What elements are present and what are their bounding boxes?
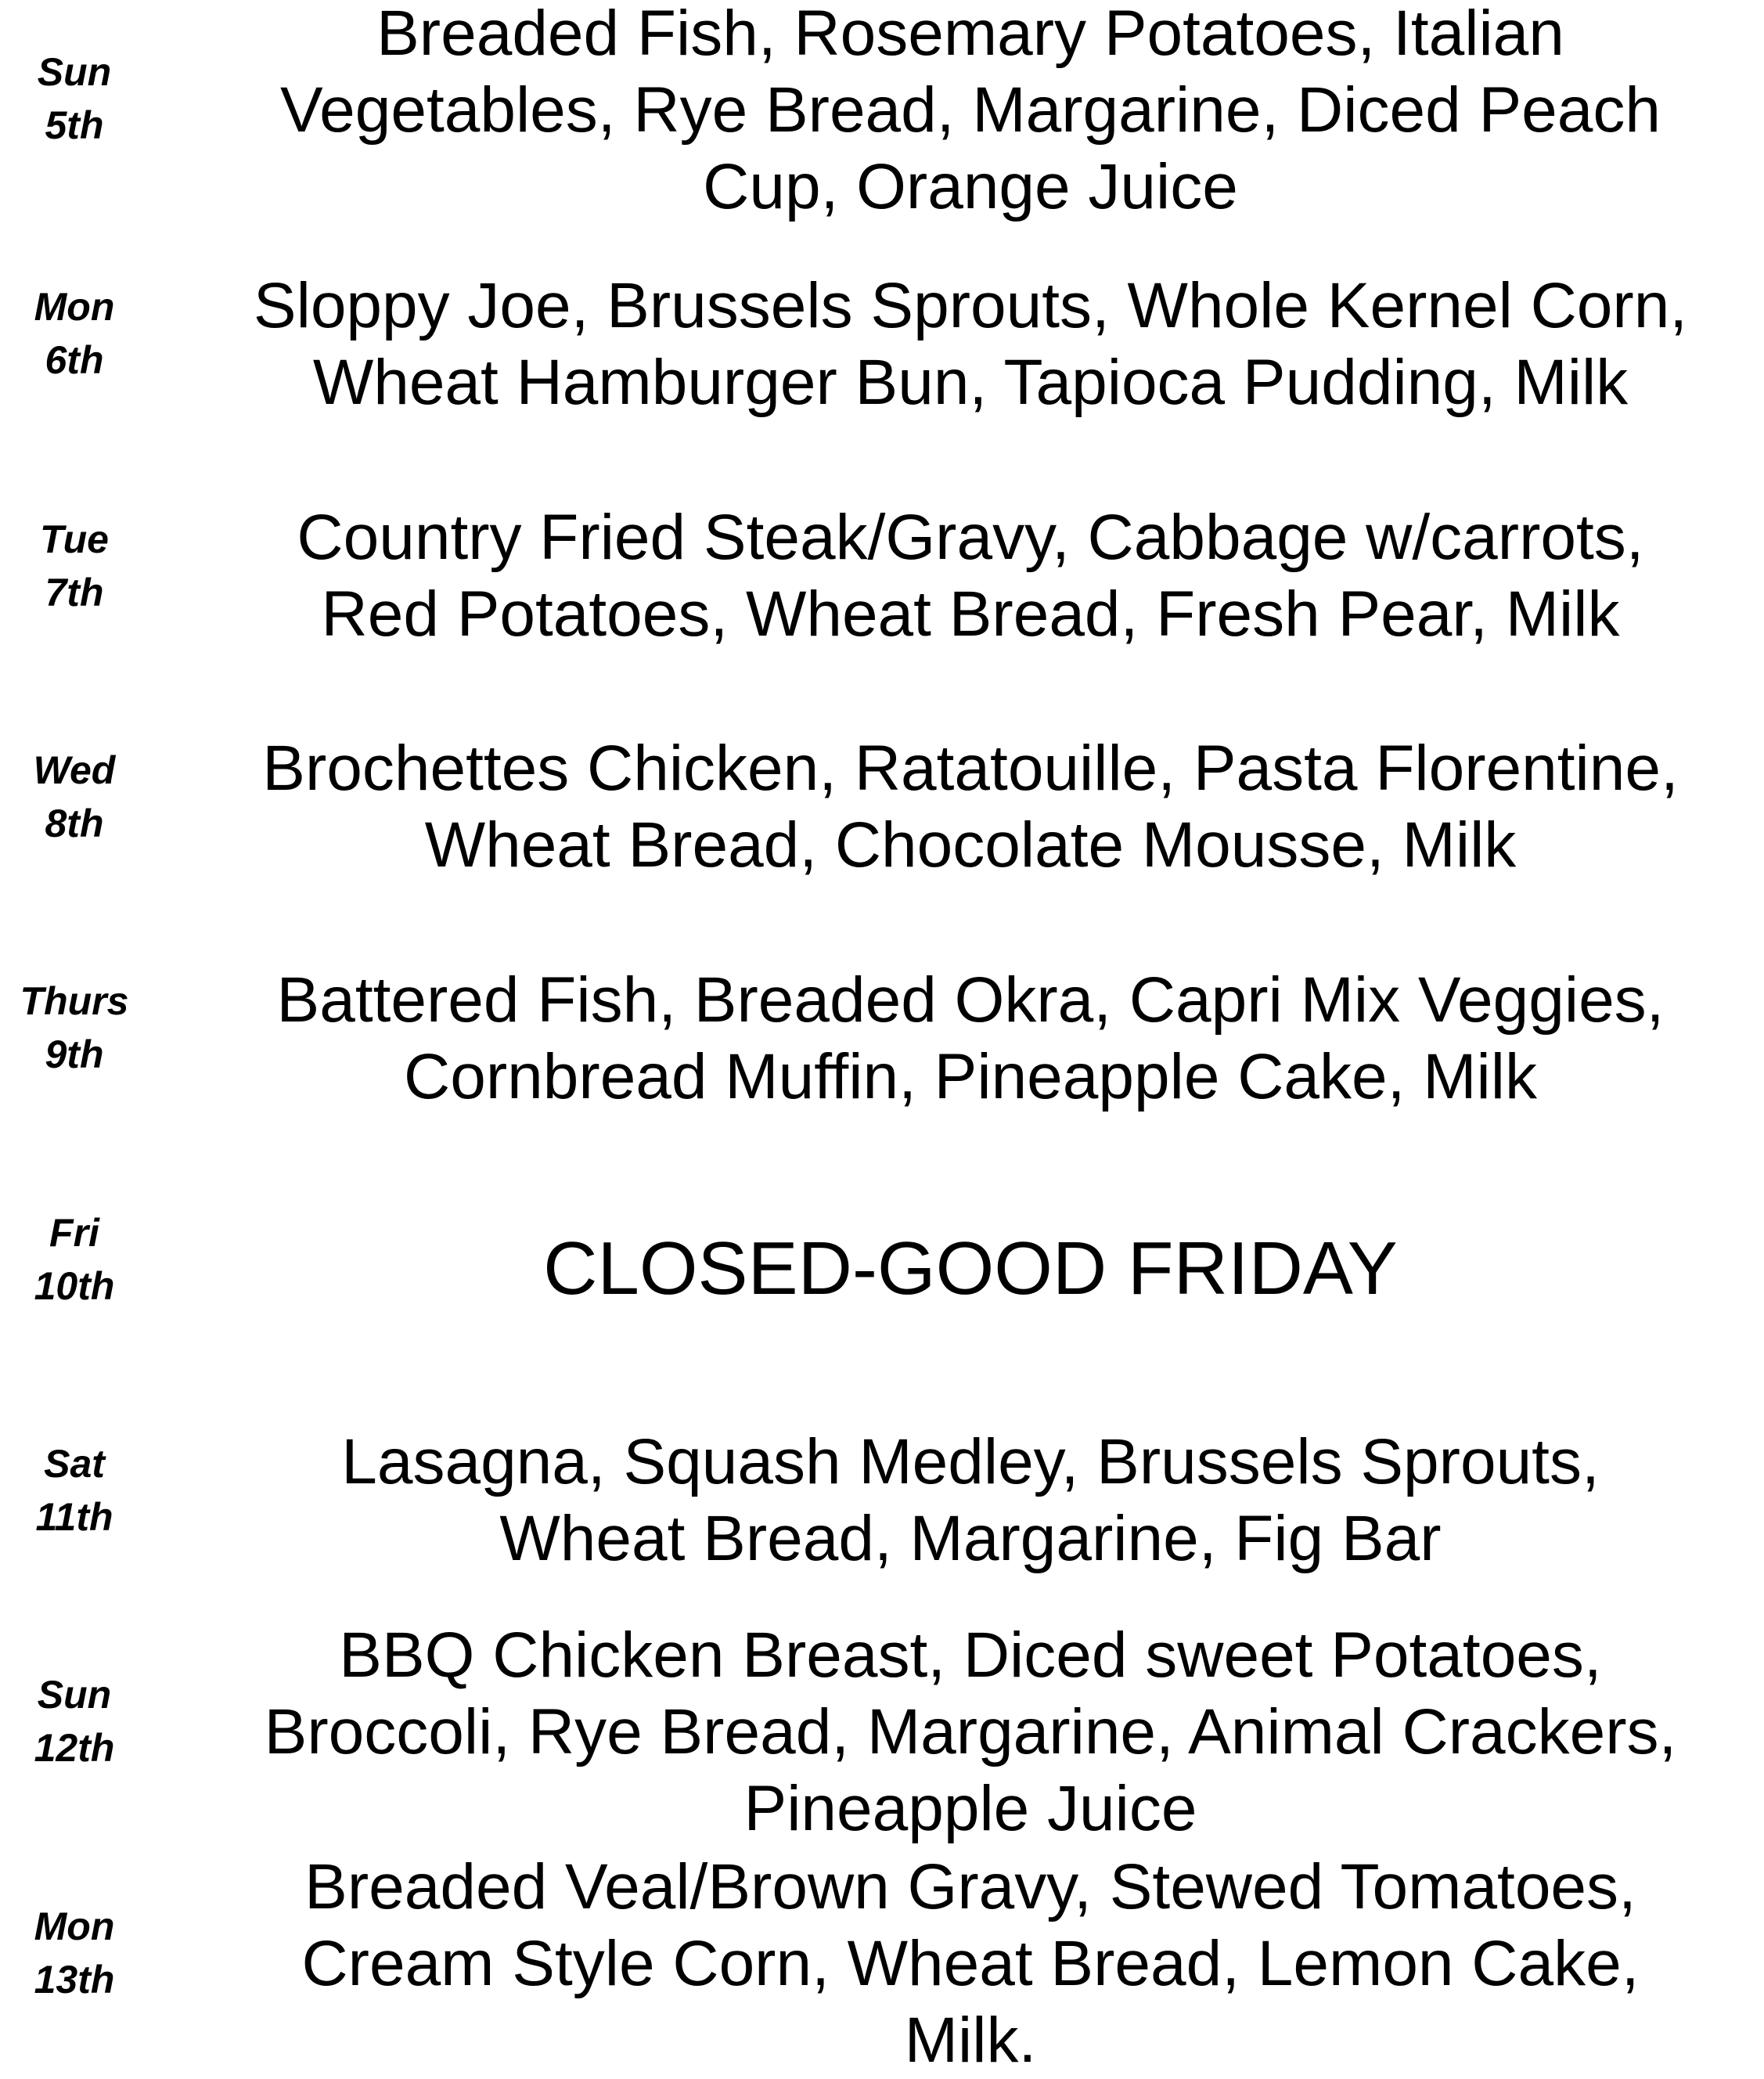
- menu-items: [196, 962, 1745, 1115]
- day-date: 6th: [45, 338, 104, 382]
- menu-items: [196, 499, 1745, 653]
- day-name: Sat: [44, 1442, 105, 1486]
- day-name: Sun: [37, 50, 112, 94]
- menu-line: BBQ Chicken Breast, Diced sweet Potatoes,: [339, 1620, 1602, 1691]
- day-date: 10th: [34, 1264, 115, 1308]
- day-date: 7th: [45, 571, 104, 614]
- menu-line: Wheat Bread, Chocolate Mousse, Milk: [424, 809, 1517, 881]
- menu-line: Wheat Bread, Margarine, Fig Bar: [499, 1503, 1442, 1574]
- menu-line: Breaded Fish, Rosemary Potatoes, Italian: [376, 0, 1564, 69]
- menu-line: Broccoli, Rye Bread, Margarine, Animal Crackers,: [264, 1696, 1677, 1767]
- menu-line: Battered Fish, Breaded Okra, Capri Mix Veggies,: [276, 964, 1665, 1036]
- menu-line: CLOSED-GOOD FRIDAY: [543, 1227, 1398, 1310]
- day-date: 12th: [34, 1726, 115, 1770]
- day-name: Fri: [49, 1211, 99, 1255]
- day-name: Mon: [34, 285, 115, 329]
- menu-line: Cup, Orange Juice: [703, 151, 1238, 222]
- menu-line: Red Potatoes, Wheat Bread, Fresh Pear, Milk: [321, 578, 1620, 650]
- day-date: 8th: [45, 802, 104, 845]
- menu-line: Cornbread Muffin, Pineapple Cake, Milk: [404, 1041, 1537, 1112]
- menu-items: [196, 268, 1745, 421]
- menu-line: Pineapple Juice: [743, 1773, 1197, 1844]
- day-name: Mon: [34, 1904, 115, 1948]
- day-date: 13th: [34, 1958, 115, 2002]
- day-label: [0, 280, 149, 387]
- menu-items: [196, 1617, 1745, 1847]
- day-label: [0, 1206, 149, 1313]
- closed-notice: [196, 1226, 1745, 1312]
- menu-items: [196, 0, 1745, 225]
- day-label: [0, 513, 149, 619]
- menu-line: Country Fried Steak/Gravy, Cabbage w/carrots,: [297, 502, 1644, 573]
- menu-line: Milk.: [904, 2005, 1037, 2076]
- menu-line: Lasagna, Squash Medley, Brussels Sprouts,: [341, 1426, 1600, 1497]
- menu-items: [196, 1424, 1745, 1577]
- menu-line: Cream Style Corn, Wheat Bread, Lemon Cake,: [301, 1928, 1640, 1999]
- day-date: 9th: [45, 1032, 104, 1076]
- day-date: 11th: [35, 1495, 113, 1539]
- day-label: [0, 744, 149, 850]
- day-name: Tue: [40, 517, 109, 561]
- day-label: [0, 1900, 149, 2006]
- menu-line: Wheat Hamburger Bun, Tapioca Pudding, Milk: [312, 347, 1629, 418]
- day-name: Thurs: [20, 979, 129, 1023]
- day-name: Sun: [37, 1673, 112, 1717]
- day-name: Wed: [33, 748, 116, 792]
- day-label: [0, 1668, 149, 1775]
- day-date: 5th: [45, 103, 104, 147]
- menu-items: [196, 730, 1745, 884]
- day-label: [0, 975, 149, 1081]
- menu-line: Breaded Veal/Brown Gravy, Stewed Tomatoes,: [304, 1851, 1636, 1922]
- day-label: [0, 45, 149, 152]
- menu-items: [196, 1849, 1745, 2079]
- menu-line: Sloppy Joe, Brussels Sprouts, Whole Kernel Corn,: [253, 270, 1688, 341]
- menu-line: Brochettes Chicken, Ratatouille, Pasta Florentine,: [262, 733, 1679, 804]
- day-label: [0, 1437, 149, 1544]
- menu-line: Vegetables, Rye Bread, Margarine, Diced Peach: [279, 74, 1661, 146]
